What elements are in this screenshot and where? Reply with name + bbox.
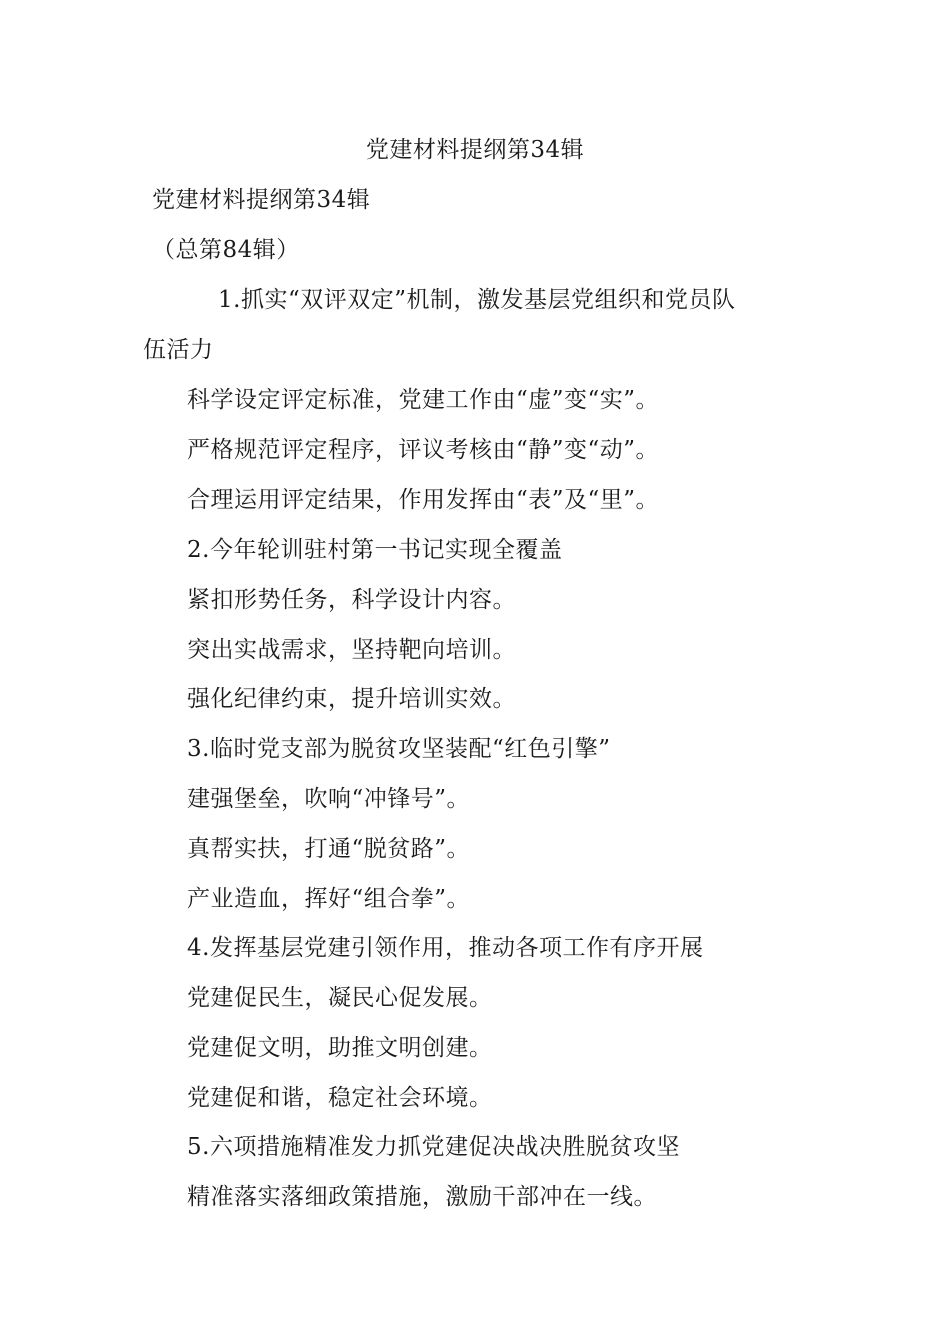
section-4-point-3: 党建促和谐，稳定社会环境。	[187, 1085, 493, 1111]
section-5-point-1: 精准落实落细政策措施，激励干部冲在一线。	[187, 1184, 657, 1210]
section-2-point-2: 突出实战需求，坚持靶向培训。	[187, 637, 516, 663]
total-issue: （总第84辑）	[152, 237, 300, 263]
section-2-point-3: 强化纪律约束，提升培训实效。	[187, 686, 516, 712]
section-1-heading-continued: 伍活力	[143, 337, 214, 363]
section-1-heading: 1.抓实“双评双定”机制，激发基层党组织和党员队	[218, 287, 736, 313]
section-2-heading: 2.今年轮训驻村第一书记实现全覆盖	[187, 537, 563, 563]
section-3-heading: 3.临时党支部为脱贫攻坚装配“红色引擎”	[187, 736, 611, 762]
section-4-heading: 4.发挥基层党建引领作用，推动各项工作有序开展	[187, 935, 704, 961]
document-subtitle: 党建材料提纲第34辑	[152, 187, 371, 213]
section-3-point-1: 建强堡垒，吹响“冲锋号”。	[187, 786, 471, 812]
section-3-point-2: 真帮实扶，打通“脱贫路”。	[187, 836, 471, 862]
section-1-point-1: 科学设定评定标准，党建工作由“虚”变“实”。	[187, 387, 660, 413]
section-1-point-2: 严格规范评定程序，评议考核由“静”变“动”。	[187, 437, 660, 463]
document-title: 党建材料提纲第34辑	[365, 137, 585, 163]
section-4-point-1: 党建促民生，凝民心促发展。	[187, 985, 493, 1011]
section-2-point-1: 紧扣形势任务，科学设计内容。	[187, 587, 516, 613]
section-4-point-2: 党建促文明，助推文明创建。	[187, 1035, 493, 1061]
section-5-heading: 5.六项措施精准发力抓党建促决战决胜脱贫攻坚	[187, 1134, 680, 1160]
section-1-point-3: 合理运用评定结果，作用发挥由“表”及“里”。	[187, 487, 660, 513]
section-3-point-3: 产业造血，挥好“组合拳”。	[187, 886, 471, 912]
